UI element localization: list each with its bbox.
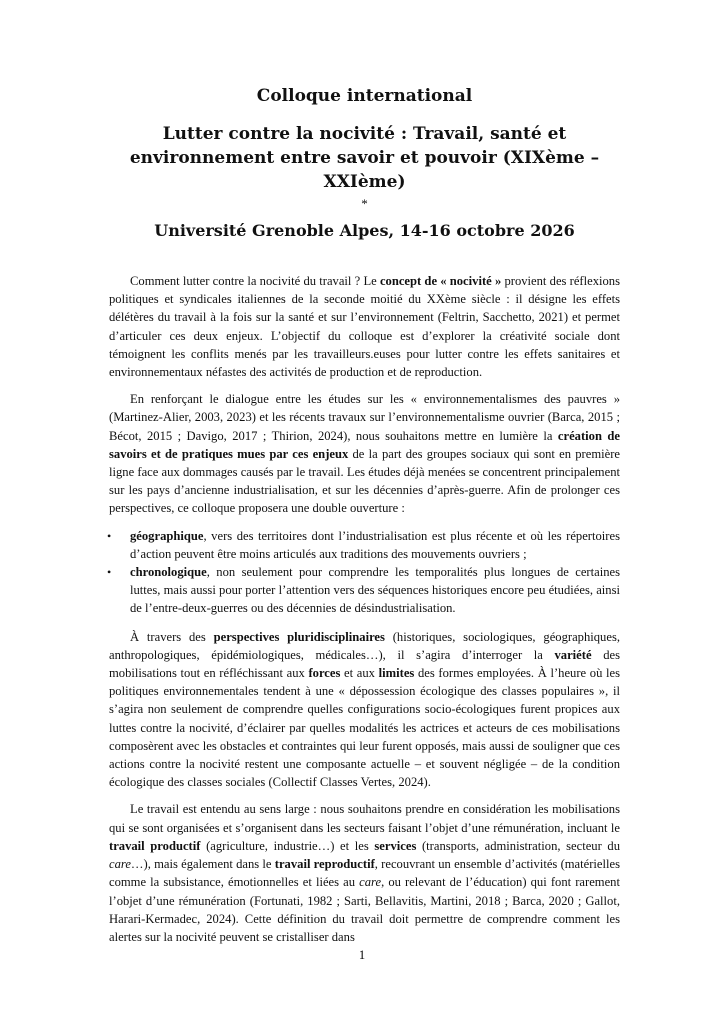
page-number: 1 bbox=[358, 948, 366, 962]
bullet-icon: • bbox=[107, 565, 112, 580]
paragraph-3: À travers des perspectives pluridisciplinaires (historiques, sociologiques, géographiques, anthropologiques, épidémiologiques, médicales…), il s’agira d’interroger la variété des mobilisations tout en réfléchissant aux forces et aux limites des formes employées. À l’heure où les politiques environnementales tendent à une « dépossession écologique des classes populaires », il s’agira non seulement de comprendre quelles configurations socio-écologiques furent propices aux luttes contre la nocivité, d’éclairer par quelles modalités les actrices et acteurs de ces mobilisations composèrent avec les obstacles et contraintes qui leur furent opposés, mais aussi de souligner que ces actions contre la nocivité restent une composante actuelle – et souvent négligée – de la condition écologique des classes sociales (Collectif Classes Vertes, 2024). bbox=[109, 629, 621, 790]
colloquium-subtitle-line1: Lutter contre la nocivité : Travail, santé et bbox=[162, 124, 567, 144]
paragraph-2: En renforçant le dialogue entre les études sur les « environnementalismes des pauvres » (Martinez-Alier, 2003, 2023) et les récents travaux sur l’environnementalisme ouvrier (Barca, 2015 ; Bécot, 2015 ; Davigo, 2017 ; Thirion, 2024), nous souhaitons mettre en lumière la création de savoirs et de pratiques mues par ces enjeux de la part des groupes sociaux qui sont en première ligne face aux dommages causés par le travail. Les études déjà menées se concentrent principalement sur les pays d’ancienne industrialisation, et sur les décennies d’après-guerre. Afin de prolonger ces perspectives, ce colloque proposera une double ouverture : bbox=[109, 392, 621, 516]
paragraph-1: Comment lutter contre la nocivité du travail ? Le concept de « nocivité » provient des réflexions politiques et syndicales italiennes de la seconde moitié du XXème siècle : il désigne les effets délétères du travail à la fois sur la santé et sur l’environnement (Feltrin, Sacchetto, 2021) et permet d’articuler ces deux enjeux. L’objectif du colloque est d’explorer la créativité sociale dont témoignent les conflits menés par les travailleurs.euses pour lutter contre les effets sanitaires et environnementaux néfastes des activités de production et de reproduction. bbox=[109, 274, 621, 380]
paragraph-4: Le travail est entendu au sens large : nous souhaitons prendre en considération les mobilisations qui se sont organisées et s’organisent dans les secteurs faisant l’objet d’une rémunération, incluant le travail productif (agriculture, industrie…) et les services (transports, administration, secteur du care…), mais également dans le travail reproductif, recouvrant un ensemble d’activités (matérielles comme la subsistance, émotionnelles et liées au care, ou relevant de l’éducation) qui font rarement l’objet d’une rémunération (Fortunati, 1982 ; Sarti, Bellavitis, Martini, 2018 ; Barca, 2020 ; Gallot, Harari-Kermadec, 2024). Cette définition du travail doit permettre de comprendre comment les alertes sur la nocivité peuvent se cristalliser dans bbox=[109, 802, 621, 944]
emphasis-concept: concept de « nocivité » bbox=[379, 274, 502, 288]
venue-date: Université Grenoble Alpes, 14-16 octobre 2026 bbox=[154, 221, 575, 240]
bullet-icon: • bbox=[107, 528, 112, 543]
title-block bbox=[109, 84, 620, 242]
document-body bbox=[109, 272, 620, 946]
bullet-list bbox=[109, 527, 620, 618]
page-title: Colloque international bbox=[256, 86, 473, 106]
emphasis-creation: création de savoirs et de pratiques mues par ces enjeux bbox=[109, 428, 620, 461]
list-item: • géographique, vers des territoires dont l’industrialisation est plus récente et où les répertoires d’action peuvent être moins articulés aux traditions des mouvements ouvriers ; bbox=[107, 528, 620, 561]
separator-asterisk: * bbox=[361, 196, 368, 211]
colloquium-subtitle-line2: environnement entre savoir et pouvoir (XIXème – XXIème) bbox=[129, 148, 600, 192]
list-item: • chronologique, non seulement pour comprendre les temporalités plus longues de certaines luttes, mais aussi pour porter l’attention vers des séquences historiques encore peu étudiées, ainsi de l’entre-deux-guerres ou des décennies de désindustrialisation. bbox=[107, 565, 620, 616]
